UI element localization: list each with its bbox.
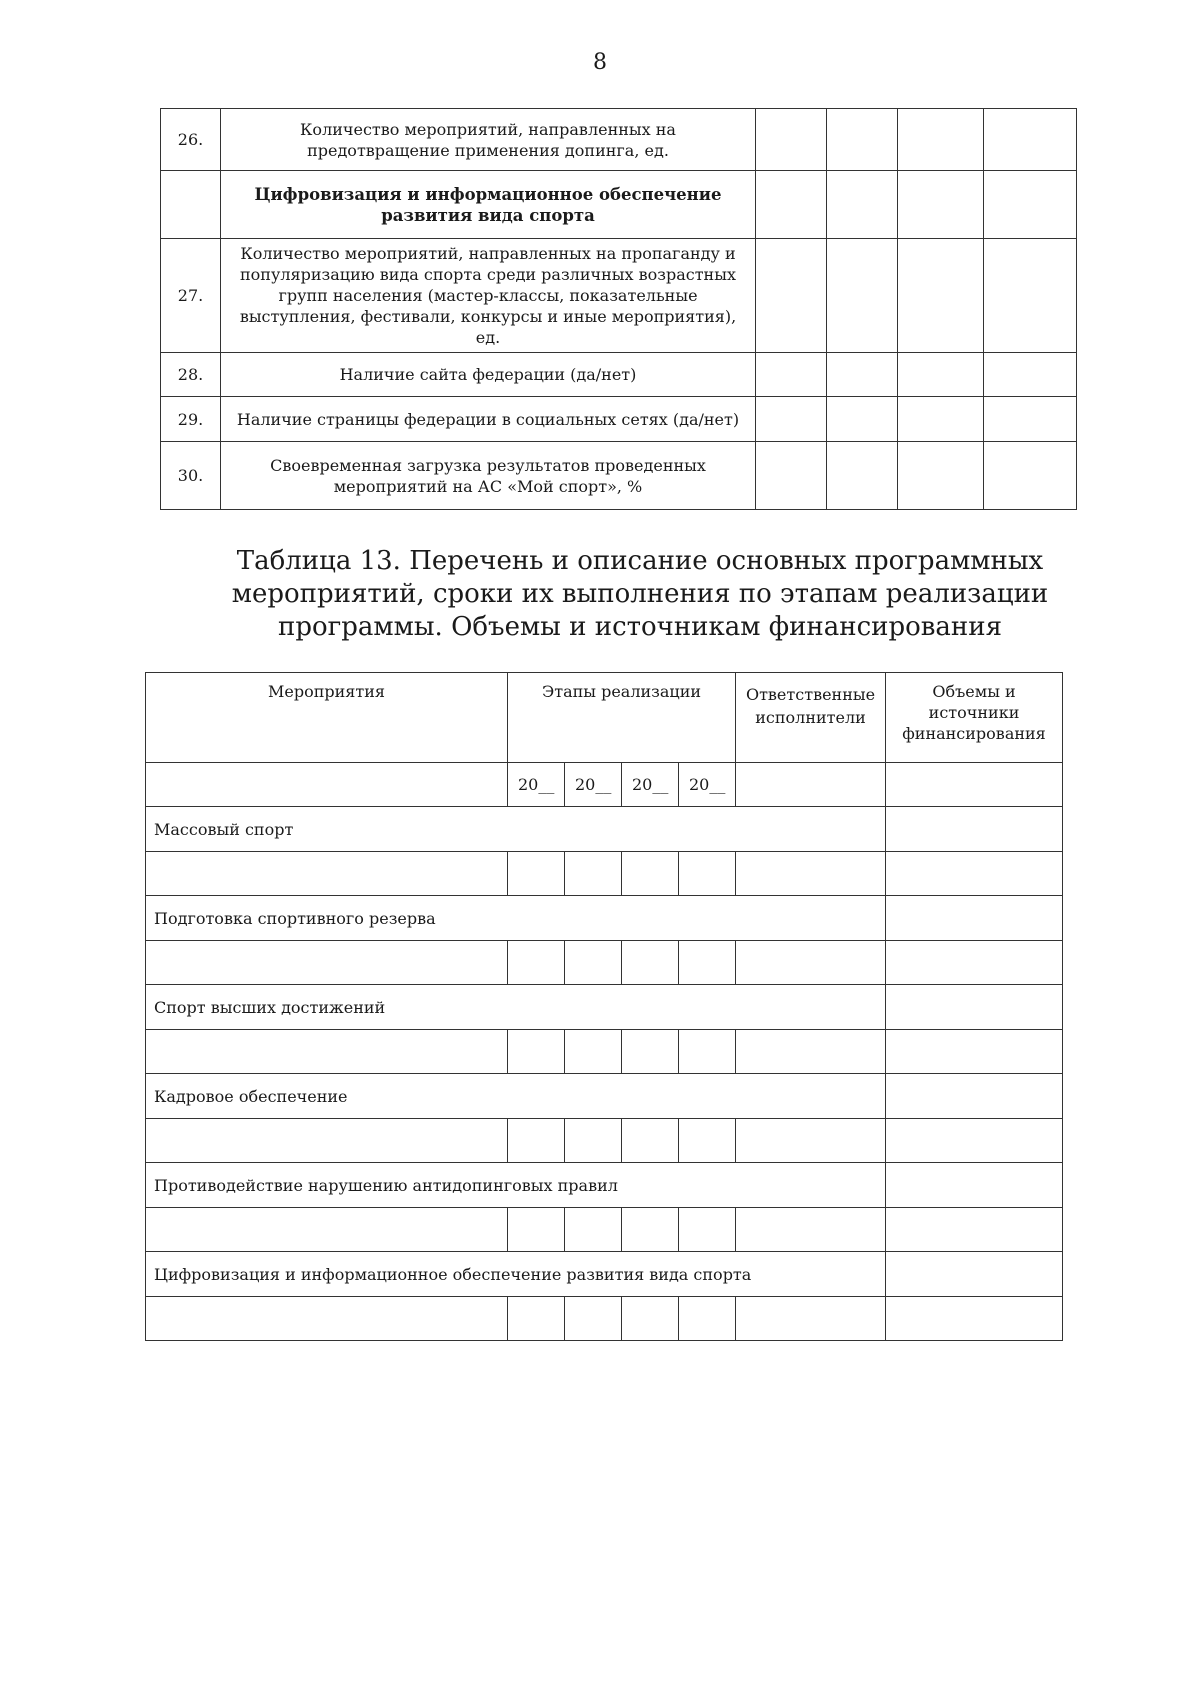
category-title: Цифровизация и информационное обеспечение развития вида спорта <box>146 1252 886 1297</box>
section-row <box>161 171 1077 239</box>
table-13-caption: Таблица 13. Перечень и описание основных программных мероприятий, сроки их выполнения по этапам реализации программы. Объемы и источникам финансирования <box>231 546 1049 642</box>
row-number: 29. <box>161 397 221 442</box>
empty-cell <box>565 941 622 985</box>
value-cell <box>827 109 898 171</box>
empty-cell <box>565 852 622 896</box>
value-cell <box>984 239 1077 353</box>
value-cell <box>898 239 984 353</box>
empty-cell <box>886 1297 1063 1341</box>
empty-cell <box>565 1297 622 1341</box>
value-cell <box>827 171 898 239</box>
table-13 <box>145 672 1063 1341</box>
year-cell: 20__ <box>565 763 622 807</box>
row-number: 30. <box>161 442 221 510</box>
empty-cell <box>622 1208 679 1252</box>
header-stages: Этапы реализации <box>508 673 736 763</box>
table-row <box>161 353 1077 397</box>
empty-cell <box>886 1208 1063 1252</box>
value-cell <box>984 397 1077 442</box>
value-cell <box>984 442 1077 510</box>
category-title: Подготовка спортивного резерва <box>146 896 886 941</box>
empty-cell <box>886 1119 1063 1163</box>
year-cell: 20__ <box>679 763 736 807</box>
empty-cell <box>736 1030 886 1074</box>
empty-cell <box>565 1119 622 1163</box>
empty-cell <box>565 1208 622 1252</box>
indicator-text: Количество мероприятий, направленных на пропаганду и популяризацию вида спорта среди различных возрастных групп населения (мастер-классы, показательные выступления, фестивали, конкурсы и иные мероприятия), ед. <box>221 239 756 353</box>
category-row <box>146 1163 1063 1208</box>
row-number <box>161 171 221 239</box>
category-title: Спорт высших достижений <box>146 985 886 1030</box>
empty-cell <box>886 941 1063 985</box>
empty-cell <box>146 1119 508 1163</box>
empty-cell <box>679 852 736 896</box>
indicators-table <box>160 108 1077 510</box>
empty-cell <box>679 1030 736 1074</box>
category-row <box>146 1074 1063 1119</box>
empty-cell <box>146 852 508 896</box>
empty-cell <box>508 1208 565 1252</box>
category-title: Кадровое обеспечение <box>146 1074 886 1119</box>
empty-cell <box>886 1074 1063 1119</box>
header-responsible: Ответственные исполнители <box>736 673 886 763</box>
table-header-row <box>146 673 1063 763</box>
value-cell <box>984 171 1077 239</box>
empty-cell <box>508 852 565 896</box>
value-cell <box>756 397 827 442</box>
category-row <box>146 807 1063 852</box>
empty-cell <box>622 1297 679 1341</box>
row-number: 26. <box>161 109 221 171</box>
empty-cell <box>886 852 1063 896</box>
category-row <box>146 985 1063 1030</box>
empty-cell <box>508 1119 565 1163</box>
table-row <box>146 852 1063 896</box>
years-row <box>146 763 1063 807</box>
empty-cell <box>622 1030 679 1074</box>
empty-cell <box>736 941 886 985</box>
table-row <box>146 1297 1063 1341</box>
category-title: Противодействие нарушению антидопинговых правил <box>146 1163 886 1208</box>
empty-cell <box>622 852 679 896</box>
empty-cell <box>146 941 508 985</box>
value-cell <box>984 109 1077 171</box>
indicator-text: Количество мероприятий, направленных на предотвращение применения допинга, ед. <box>221 109 756 171</box>
value-cell <box>827 353 898 397</box>
empty-cell <box>886 985 1063 1030</box>
empty-cell <box>622 1119 679 1163</box>
table-row <box>161 109 1077 171</box>
value-cell <box>984 353 1077 397</box>
value-cell <box>898 353 984 397</box>
header-funding: Объемы и источники финансирования <box>886 673 1063 763</box>
empty-cell <box>679 1119 736 1163</box>
table-row <box>146 941 1063 985</box>
table-row <box>146 1119 1063 1163</box>
empty-cell <box>736 763 886 807</box>
category-row <box>146 896 1063 941</box>
empty-cell <box>679 1297 736 1341</box>
empty-cell <box>679 1208 736 1252</box>
value-cell <box>898 109 984 171</box>
table-row <box>161 442 1077 510</box>
empty-cell <box>736 1297 886 1341</box>
indicator-text: Наличие страницы федерации в социальных сетях (да/нет) <box>221 397 756 442</box>
empty-cell <box>886 1163 1063 1208</box>
row-number: 27. <box>161 239 221 353</box>
value-cell <box>827 442 898 510</box>
value-cell <box>756 442 827 510</box>
value-cell <box>756 109 827 171</box>
table-row <box>146 1208 1063 1252</box>
header-events: Мероприятия <box>146 673 508 763</box>
value-cell <box>756 239 827 353</box>
indicator-text: Своевременная загрузка результатов проведенных мероприятий на АС «Мой спорт», % <box>221 442 756 510</box>
empty-cell <box>565 1030 622 1074</box>
indicator-text: Наличие сайта федерации (да/нет) <box>221 353 756 397</box>
empty-cell <box>886 1252 1063 1297</box>
table-row <box>161 397 1077 442</box>
section-title: Цифровизация и информационное обеспечение развития вида спорта <box>221 171 756 239</box>
year-cell: 20__ <box>508 763 565 807</box>
value-cell <box>898 171 984 239</box>
empty-cell <box>508 941 565 985</box>
empty-cell <box>886 763 1063 807</box>
empty-cell <box>679 941 736 985</box>
row-number: 28. <box>161 353 221 397</box>
value-cell <box>827 397 898 442</box>
empty-cell <box>146 1297 508 1341</box>
empty-cell <box>146 1208 508 1252</box>
value-cell <box>756 353 827 397</box>
table-row <box>146 1030 1063 1074</box>
empty-cell <box>146 1030 508 1074</box>
table-row <box>161 239 1077 353</box>
empty-cell <box>622 941 679 985</box>
empty-cell <box>736 1208 886 1252</box>
value-cell <box>827 239 898 353</box>
empty-cell <box>146 763 508 807</box>
year-cell: 20__ <box>622 763 679 807</box>
value-cell <box>756 171 827 239</box>
value-cell <box>898 442 984 510</box>
page-number: 8 <box>593 50 607 75</box>
empty-cell <box>508 1030 565 1074</box>
empty-cell <box>886 807 1063 852</box>
category-title: Массовый спорт <box>146 807 886 852</box>
empty-cell <box>736 852 886 896</box>
empty-cell <box>886 896 1063 941</box>
empty-cell <box>736 1119 886 1163</box>
value-cell <box>898 397 984 442</box>
empty-cell <box>508 1297 565 1341</box>
category-row <box>146 1252 1063 1297</box>
empty-cell <box>886 1030 1063 1074</box>
